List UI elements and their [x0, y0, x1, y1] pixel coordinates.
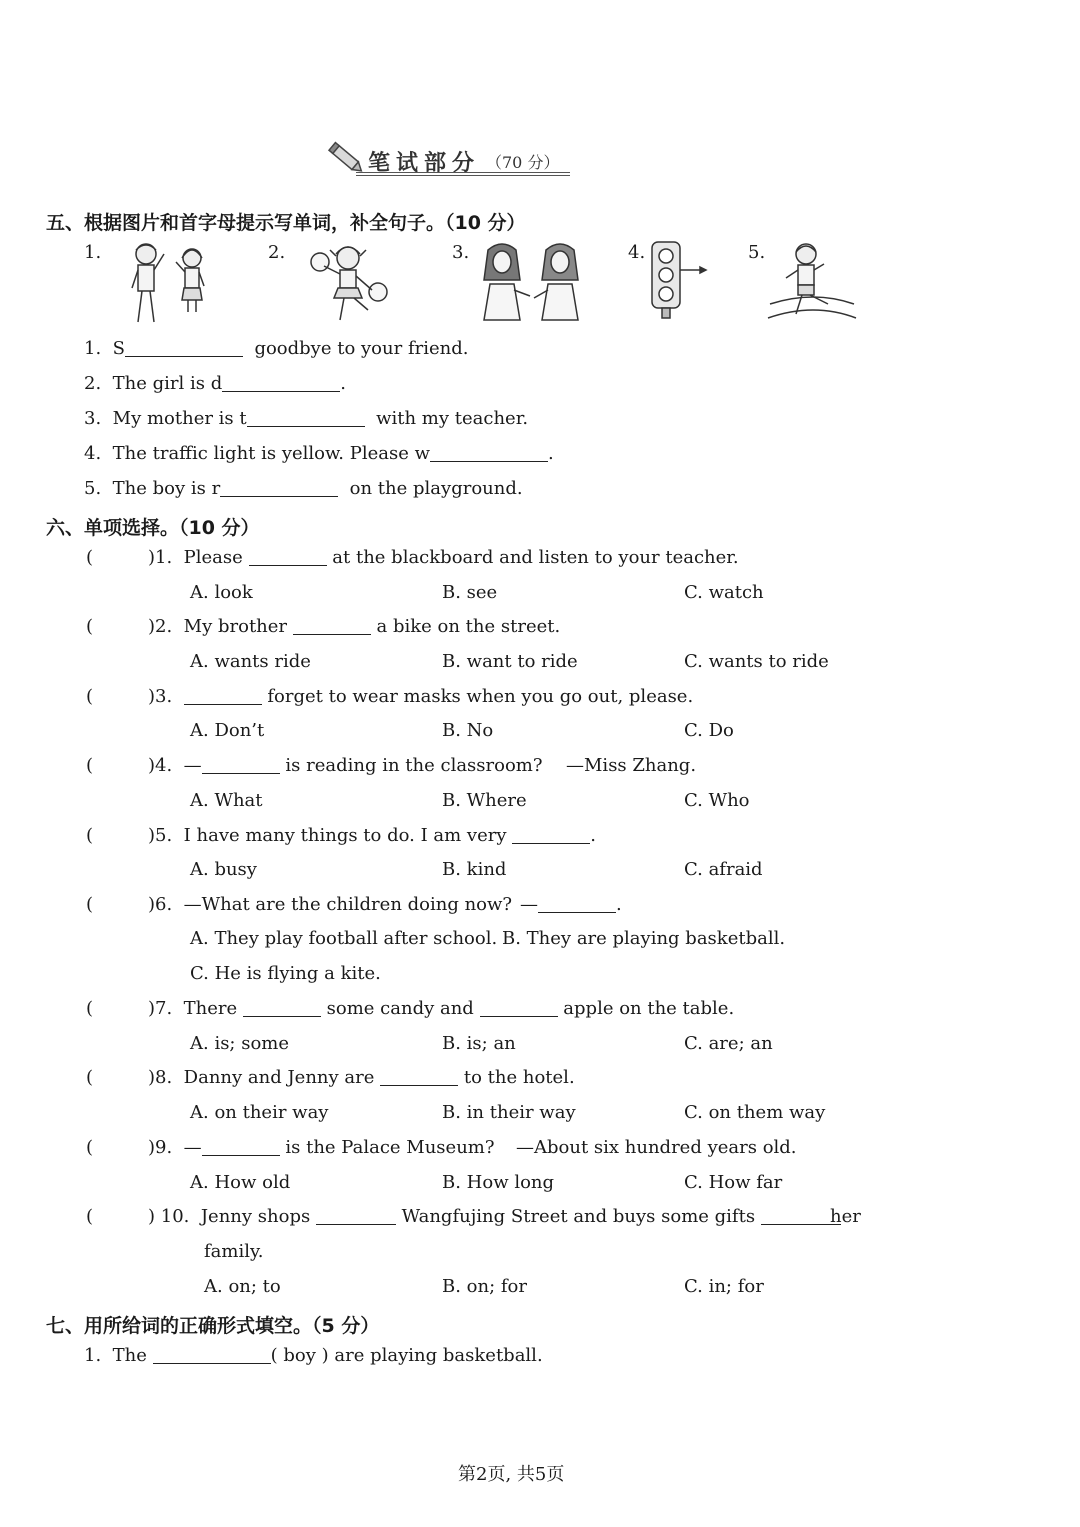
- option-a[interactable]: A. look: [190, 582, 253, 603]
- option-b[interactable]: B. How long: [442, 1172, 555, 1193]
- question-1: [148, 549, 739, 567]
- answer-blank: [316, 1208, 396, 1225]
- answer-blank[interactable]: [153, 1347, 271, 1364]
- section6-heading: 六、单项选择。（10 分）: [46, 517, 260, 539]
- question-text: —: [520, 894, 538, 915]
- option-c[interactable]: C. How far: [684, 1172, 783, 1193]
- answer-paren[interactable]: (: [86, 755, 94, 776]
- sentence-text: The traffic light is yellow. Please: [112, 443, 409, 464]
- question-text: is reading in the classroom?: [285, 755, 543, 776]
- option-c[interactable]: C. are; an: [684, 1033, 773, 1054]
- traffic-light-picture: [650, 240, 714, 320]
- option-b[interactable]: B. want to ride: [442, 651, 578, 672]
- answer-paren[interactable]: (: [86, 1137, 94, 1158]
- answer-paren[interactable]: (: [86, 686, 94, 707]
- page-number: 第2页, 共5页: [458, 1464, 565, 1485]
- question-number: )7.: [148, 998, 173, 1019]
- kids-waving-picture: [122, 238, 218, 328]
- question-text: I have many things to do. I am very: [183, 825, 507, 846]
- answer-blank: [243, 1000, 321, 1017]
- question-text: .: [590, 825, 596, 846]
- answer-blank[interactable]: [125, 340, 243, 357]
- option-c[interactable]: C. He is flying a kite.: [190, 963, 381, 984]
- option-c[interactable]: C. afraid: [684, 859, 763, 880]
- answer-paren[interactable]: (: [86, 825, 94, 846]
- sentence-text: .: [340, 373, 346, 394]
- question-3: [148, 688, 693, 706]
- question-text: Danny and Jenny are: [183, 1067, 375, 1088]
- question-text: her: [830, 1206, 861, 1227]
- question-reply: —About six hundred years old.: [516, 1137, 797, 1158]
- question-text: —: [183, 1137, 202, 1158]
- sentence-text: with my teacher.: [376, 408, 529, 429]
- question-number: )1.: [148, 547, 173, 568]
- answer-paren[interactable]: (: [86, 998, 94, 1019]
- question-5: [148, 827, 596, 845]
- question-number: )3.: [148, 686, 173, 707]
- option-c[interactable]: C. watch: [684, 582, 764, 603]
- hint-letter: r: [211, 478, 221, 499]
- question-text: family.: [204, 1241, 264, 1262]
- sentence-text: goodbye to your friend.: [254, 338, 469, 359]
- option-c[interactable]: C. Who: [684, 790, 750, 811]
- question-number: )2.: [148, 616, 173, 637]
- question-9: [148, 1139, 495, 1157]
- question-text: forget to wear masks when you go out, please.: [267, 686, 694, 707]
- item-number: 2.: [84, 373, 102, 394]
- question-text: Jenny shops: [200, 1206, 311, 1227]
- question-text: .: [616, 894, 622, 915]
- option-a[interactable]: A. Don’t: [190, 720, 265, 741]
- option-c[interactable]: C. wants to ride: [684, 651, 829, 672]
- question-text: Please: [183, 547, 243, 568]
- option-b[interactable]: B. in their way: [442, 1102, 576, 1123]
- question-text: My brother: [183, 616, 288, 637]
- question-text: —What are the children doing now?: [183, 894, 513, 915]
- question-number: )9.: [148, 1137, 173, 1158]
- answer-blank: [202, 757, 280, 774]
- section7-heading: 七、用所给词的正确形式填空。（5 分）: [46, 1315, 380, 1337]
- answer-paren[interactable]: (: [86, 547, 94, 568]
- answer-blank[interactable]: [430, 445, 548, 462]
- question-text: a bike on the street.: [376, 616, 561, 637]
- answer-blank: [184, 688, 262, 705]
- fill-sentence: [84, 1347, 543, 1365]
- option-a[interactable]: A. They play football after school.: [190, 928, 498, 949]
- fill-sentence: [84, 445, 554, 463]
- option-b[interactable]: B. No: [442, 720, 494, 741]
- option-b[interactable]: B. Where: [442, 790, 527, 811]
- item-number: 5.: [84, 478, 102, 499]
- picture-label: 3.: [452, 242, 470, 263]
- pencil-icon: [326, 140, 366, 176]
- sentence-text: My mother is: [112, 408, 234, 429]
- sentence-text: are playing basketball.: [334, 1345, 543, 1366]
- section5-heading: 五、根据图片和首字母提示写单词，补全句子。（10 分）: [46, 212, 526, 234]
- question-6: [148, 896, 512, 914]
- question-text: Wangfujing Street and buys some gifts: [401, 1206, 756, 1227]
- sentence-text: on the playground.: [349, 478, 523, 499]
- sentence-text: The boy is: [112, 478, 206, 499]
- question-number: )5.: [148, 825, 173, 846]
- mother-teacher-picture: [474, 240, 590, 322]
- question-text: There: [183, 998, 238, 1019]
- answer-blank: [202, 1139, 280, 1156]
- question-text: to the hotel.: [463, 1067, 575, 1088]
- question-reply: —Miss Zhang.: [566, 755, 697, 776]
- option-b[interactable]: B. They are playing basketball.: [502, 928, 786, 949]
- sentence-text: .: [548, 443, 554, 464]
- picture-label: 5.: [748, 242, 766, 263]
- option-a[interactable]: A. is; some: [190, 1033, 290, 1054]
- option-a[interactable]: A. on; to: [204, 1276, 281, 1297]
- answer-paren[interactable]: (: [86, 1067, 94, 1088]
- question-text: at the blackboard and listen to your teacher.: [332, 547, 739, 568]
- question-reply: [520, 896, 622, 914]
- banner-title: 笔试部分: [368, 151, 481, 176]
- item-number: 3.: [84, 408, 102, 429]
- option-b[interactable]: B. is; an: [442, 1033, 516, 1054]
- option-a[interactable]: A. wants ride: [190, 651, 311, 672]
- item-number: 1.: [84, 1345, 102, 1366]
- option-b[interactable]: B. see: [442, 582, 498, 603]
- hint-letter: S: [112, 338, 125, 359]
- option-a[interactable]: A. busy: [190, 859, 257, 880]
- answer-blank[interactable]: [220, 480, 338, 497]
- question-number: )4.: [148, 755, 173, 776]
- answer-blank[interactable]: [247, 410, 365, 427]
- question-7: [148, 1000, 734, 1018]
- answer-paren[interactable]: (: [86, 1206, 94, 1227]
- picture-label: 1.: [84, 242, 102, 263]
- answer-paren[interactable]: (: [86, 894, 94, 915]
- sentence-text: The: [112, 1345, 147, 1366]
- question-text: some candy and: [326, 998, 474, 1019]
- sentence-text: The girl is: [112, 373, 205, 394]
- question-number: )8.: [148, 1067, 173, 1088]
- item-number: 1.: [84, 338, 102, 359]
- picture-label: 2.: [268, 242, 286, 263]
- fill-sentence: [84, 340, 468, 358]
- hint-letter: t: [239, 408, 247, 429]
- banner-underline: [356, 172, 570, 176]
- question-text: is the Palace Museum?: [285, 1137, 495, 1158]
- answer-blank[interactable]: [222, 375, 340, 392]
- option-b[interactable]: B. kind: [442, 859, 507, 880]
- hint-letter: d: [210, 373, 223, 394]
- answer-blank: [480, 1000, 558, 1017]
- question-4: [148, 757, 543, 775]
- answer-blank: [293, 618, 371, 635]
- question-number: )6.: [148, 894, 173, 915]
- answer-paren[interactable]: (: [86, 616, 94, 637]
- option-c[interactable]: C. Do: [684, 720, 734, 741]
- option-c[interactable]: C. on them way: [684, 1102, 826, 1123]
- question-text: apple on the table.: [563, 998, 735, 1019]
- option-b[interactable]: B. on; for: [442, 1276, 527, 1297]
- fill-sentence: [84, 480, 523, 498]
- answer-blank: [249, 549, 327, 566]
- picture-label: 4.: [628, 242, 646, 263]
- girl-dancing-picture: [306, 240, 392, 326]
- question-2: [148, 618, 560, 636]
- answer-blank: [512, 827, 590, 844]
- option-a[interactable]: A. What: [190, 790, 263, 811]
- boy-running-picture: [766, 240, 858, 324]
- question-8: [148, 1069, 575, 1087]
- answer-blank: [538, 896, 616, 913]
- question-number: ) 10.: [148, 1206, 190, 1227]
- option-c[interactable]: C. in; for: [684, 1276, 764, 1297]
- option-a[interactable]: A. on their way: [190, 1102, 329, 1123]
- question-10: [148, 1208, 841, 1226]
- fill-sentence: [84, 410, 528, 428]
- hint-letter: w: [414, 443, 431, 464]
- question-text: —: [183, 755, 202, 776]
- answer-blank: [380, 1069, 458, 1086]
- answer-blank: [761, 1208, 841, 1225]
- word-hint: ( boy ): [270, 1345, 329, 1366]
- banner-score: （70 分）: [486, 153, 560, 172]
- fill-sentence: [84, 375, 346, 393]
- option-a[interactable]: A. How old: [190, 1172, 291, 1193]
- item-number: 4.: [84, 443, 102, 464]
- section-banner: [326, 138, 576, 180]
